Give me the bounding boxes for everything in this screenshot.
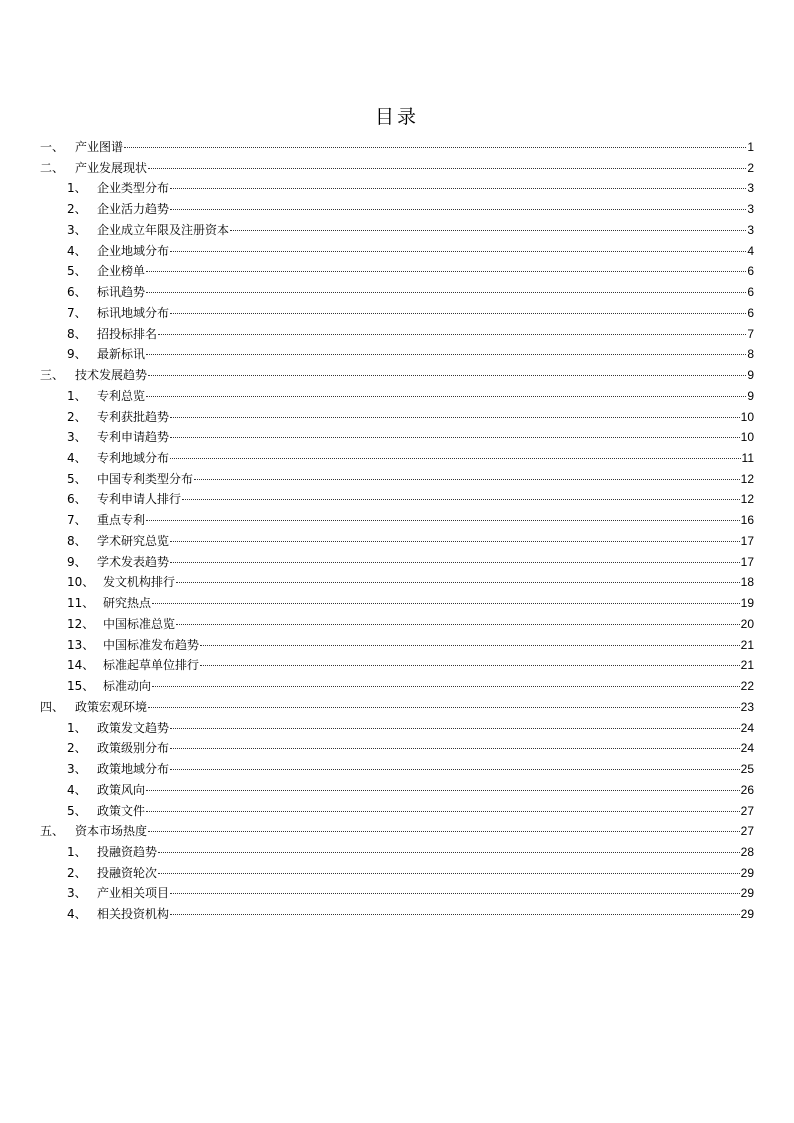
toc-page-number: 21 [740,637,754,652]
toc-dot-leader [152,603,740,604]
toc-entry-number: 3、 [67,222,87,237]
toc-entry-number: 五、 [40,824,65,839]
toc-entry-number: 1、 [67,844,87,859]
toc-entry-label: 发文机构排行 [103,575,176,590]
toc-subsection-entry[interactable] [40,469,754,490]
toc-dot-leader [170,417,740,418]
toc-entry-number: 5、 [67,264,87,279]
toc-dot-leader [158,873,740,874]
toc-dot-leader [146,354,746,355]
toc-dot-leader [170,728,740,729]
toc-dot-leader [200,665,740,666]
toc-page-number: 3 [747,222,754,237]
toc-subsection-entry[interactable] [40,324,754,345]
toc-entry-label: 产业相关项目 [97,886,170,901]
toc-subsection-entry[interactable] [40,801,754,822]
toc-entry-number: 10、 [67,575,95,590]
toc-dot-leader [146,396,746,397]
toc-page-number: 7 [747,326,754,341]
toc-subsection-entry[interactable] [40,531,754,552]
toc-entry-number: 7、 [67,305,87,320]
toc-subsection-entry[interactable] [40,220,754,241]
toc-page-number: 24 [740,741,754,756]
toc-subsection-entry[interactable] [40,904,754,925]
toc-page-number: 2 [747,160,754,175]
toc-entry-number: 9、 [67,554,87,569]
toc-entry-number: 3、 [67,762,87,777]
toc-entry-label: 投融资趋势 [97,844,158,859]
toc-entry-number: 4、 [67,451,87,466]
toc-entry-label: 招投标排名 [97,326,158,341]
toc-dot-leader [148,707,740,708]
toc-dot-leader [124,147,746,148]
toc-page-number: 3 [747,181,754,196]
toc-entry-number: 3、 [67,430,87,445]
toc-entry-label: 专利总览 [97,388,146,403]
toc-entry-number: 8、 [67,326,87,341]
toc-dot-leader [152,686,740,687]
toc-dot-leader [176,582,740,583]
toc-entry-number: 6、 [67,492,87,507]
toc-subsection-entry[interactable] [40,510,754,531]
toc-entry-label: 专利申请趋势 [97,430,170,445]
toc-entry-number: 13、 [67,637,95,652]
toc-page-number: 21 [740,658,754,673]
toc-entry-number: 4、 [67,782,87,797]
toc-subsection-entry[interactable] [40,780,754,801]
toc-entry-label: 资本市场热度 [75,824,148,839]
toc-subsection-entry[interactable] [40,448,754,469]
toc-section-entry[interactable] [40,137,754,158]
toc-subsection-entry[interactable] [40,863,754,884]
toc-subsection-entry[interactable] [40,282,754,303]
toc-subsection-entry[interactable] [40,386,754,407]
toc-entry-label: 标讯地域分布 [97,305,170,320]
toc-entry-label: 政策宏观环境 [75,699,148,714]
toc-entry-label: 学术发表趋势 [97,554,170,569]
toc-entry-number: 2、 [67,865,87,880]
toc-entry-label: 企业榜单 [97,264,146,279]
toc-page-number: 9 [747,368,754,383]
toc-entry-number: 15、 [67,679,95,694]
toc-entry-number: 四、 [40,699,65,714]
toc-page-number: 23 [740,699,754,714]
toc-entry-label: 企业成立年限及注册资本 [97,222,230,237]
toc-entry-label: 产业图谱 [75,140,124,154]
toc-entry-number: 9、 [67,347,87,362]
toc-page-number: 16 [740,513,754,528]
toc-dot-leader [158,334,746,335]
toc-entry-number: 7、 [67,513,87,528]
toc-entry-label: 企业地域分布 [97,243,170,258]
toc-dot-leader [148,831,740,832]
toc-entry-label: 标准起草单位排行 [103,658,200,673]
toc-dot-leader [230,230,746,231]
toc-title: 目录 [374,106,419,128]
toc-dot-leader [176,624,740,625]
toc-dot-leader [170,188,746,189]
toc-entry-number: 2、 [67,202,87,217]
toc-entry-number: 1、 [67,388,87,403]
toc-entry-number: 6、 [67,285,87,300]
toc-entry-label: 专利申请人排行 [97,492,182,507]
toc-dot-leader [146,292,746,293]
toc-subsection-entry[interactable] [40,427,754,448]
toc-dot-leader [146,790,740,791]
toc-page-number: 1 [747,140,754,154]
toc-page-number: 17 [740,533,754,548]
toc-section-entry[interactable] [40,821,754,842]
toc-dot-leader [194,479,740,480]
toc-entry-label: 中国专利类型分布 [97,471,194,486]
toc-entry-label: 技术发展趋势 [75,368,148,383]
toc-subsection-entry[interactable] [40,883,754,904]
toc-entry-label: 企业类型分布 [97,181,170,196]
toc-subsection-entry[interactable] [40,199,754,220]
toc-page-number: 11 [741,451,754,466]
toc-page-number: 3 [747,202,754,217]
toc-subsection-entry[interactable] [40,178,754,199]
toc-entry-number: 4、 [67,243,87,258]
toc-subsection-entry[interactable] [40,552,754,573]
toc-page-number: 29 [740,865,754,880]
toc-subsection-entry[interactable] [40,572,754,593]
toc-subsection-entry[interactable] [40,241,754,262]
toc-dot-leader [146,520,740,521]
toc-page-number: 18 [740,575,754,590]
toc-page-number: 19 [740,596,754,611]
toc-subsection-entry[interactable] [40,303,754,324]
toc-page-number: 20 [740,616,754,631]
toc-entry-label: 政策级别分布 [97,741,170,756]
toc-subsection-entry[interactable] [40,635,754,656]
toc-section-entry[interactable] [40,365,754,386]
toc-subsection-entry[interactable] [40,593,754,614]
toc-subsection-entry[interactable] [40,759,754,780]
toc-page-number: 27 [740,803,754,818]
toc-entry-label: 最新标讯 [97,347,146,362]
toc-entry-label: 产业发展现状 [75,160,148,175]
toc-subsection-entry[interactable] [40,676,754,697]
toc-subsection-entry[interactable] [40,842,754,863]
toc-dot-leader [170,458,741,459]
toc-entry-label: 政策风向 [97,782,146,797]
toc-page-number: 6 [747,264,754,279]
toc-dot-leader [182,499,740,500]
toc-entry-label: 专利地域分布 [97,451,170,466]
toc-entry-number: 1、 [67,181,87,196]
toc-entry-label: 学术研究总览 [97,533,170,548]
toc-entry-number: 4、 [67,907,87,922]
toc-subsection-entry[interactable] [40,614,754,635]
toc-entry-label: 中国标准总览 [103,616,176,631]
toc-entry-label: 中国标准发布趋势 [103,637,200,652]
toc-subsection-entry[interactable] [40,344,754,365]
toc-page-number: 4 [747,243,754,258]
toc-dot-leader [170,769,740,770]
toc-page-number: 28 [740,844,754,859]
toc-entry-label: 专利获批趋势 [97,409,170,424]
toc-page-number: 29 [740,886,754,901]
toc-dot-leader [170,914,740,915]
toc-subsection-entry[interactable] [40,718,754,739]
toc-section-entry[interactable] [40,697,754,718]
toc-entry-label: 政策文件 [97,803,146,818]
toc-page-number: 27 [740,824,754,839]
toc-dot-leader [170,437,740,438]
toc-page-number: 10 [740,430,754,445]
toc-page-number: 8 [747,347,754,362]
toc-section-entry[interactable] [40,158,754,179]
toc-page-number: 10 [740,409,754,424]
toc-dot-leader [170,209,746,210]
toc-dot-leader [170,541,740,542]
toc-subsection-entry[interactable] [40,261,754,282]
toc-dot-leader [148,168,746,169]
toc-dot-leader [158,852,740,853]
toc-page-number: 17 [740,554,754,569]
toc-dot-leader [170,748,740,749]
toc-page-number: 29 [740,907,754,922]
toc-entry-number: 一、 [40,140,65,154]
toc-subsection-entry[interactable] [40,489,754,510]
toc-dot-leader [148,375,746,376]
toc-entry-label: 标讯趋势 [97,285,146,300]
toc-page-number: 12 [740,492,754,507]
toc-entry-label: 企业活力趋势 [97,202,170,217]
toc-entry-number: 14、 [67,658,95,673]
toc-entry-number: 二、 [40,160,65,175]
toc-subsection-entry[interactable] [40,655,754,676]
toc-page-number: 25 [740,762,754,777]
toc-dot-leader [200,645,740,646]
toc-page-number: 6 [747,285,754,300]
toc-page-number: 12 [740,471,754,486]
toc-dot-leader [170,313,746,314]
toc-page-number: 6 [747,305,754,320]
toc-page-number: 22 [740,679,754,694]
toc-entry-number: 5、 [67,471,87,486]
toc-page-number: 9 [747,388,754,403]
toc-entry-number: 1、 [67,720,87,735]
toc-entry-label: 政策地域分布 [97,762,170,777]
toc-entry-label: 政策发文趋势 [97,720,170,735]
toc-entry-label: 相关投资机构 [97,907,170,922]
table-of-contents [40,137,754,925]
toc-dot-leader [170,251,746,252]
toc-entry-number: 5、 [67,803,87,818]
toc-entry-label: 投融资轮次 [97,865,158,880]
toc-entry-number: 12、 [67,616,95,631]
toc-entry-label: 标准动向 [103,679,152,694]
toc-entry-number: 3、 [67,886,87,901]
toc-dot-leader [170,562,740,563]
toc-entry-label: 重点专利 [97,513,146,528]
toc-entry-number: 2、 [67,741,87,756]
toc-entry-number: 8、 [67,533,87,548]
toc-dot-leader [146,811,740,812]
toc-entry-number: 三、 [40,368,65,383]
toc-page-number: 24 [740,720,754,735]
toc-dot-leader [170,893,740,894]
toc-entry-number: 2、 [67,409,87,424]
toc-dot-leader [146,271,746,272]
toc-entry-number: 11、 [67,596,95,611]
toc-page-number: 26 [740,782,754,797]
toc-subsection-entry[interactable] [40,738,754,759]
toc-subsection-entry[interactable] [40,407,754,428]
toc-entry-label: 研究热点 [103,596,152,611]
